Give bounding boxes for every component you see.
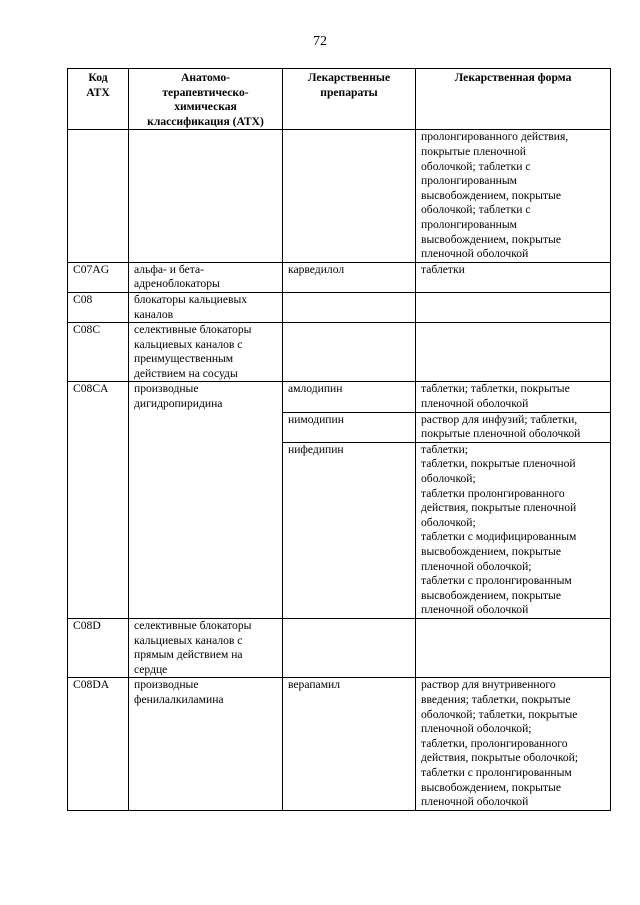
classification-cell: производные фенилалкиламина [129,678,283,810]
table-row [68,323,611,382]
drug-cell: карведилол [283,262,416,292]
drug-cell [283,618,416,677]
table-row [68,292,611,322]
atc-code-cell: C07AG [68,262,129,292]
dosage-form-cell [416,292,611,322]
dosage-form-cell: таблетки [416,262,611,292]
dosage-form-cell: таблетки; таблетки, покрытые пленочной оболочкой; таблетки пролонгированного действия, покрытые пленочной оболочкой; таблетки с модифицированным высвобождением, покрытые пленочной оболочкой; таблетки с пролонгированным высвобождением, покрытые пленочной оболочкой [416,442,611,618]
dosage-form-cell: раствор для инфузий; таблетки, покрытые пленочной оболочкой [416,412,611,442]
classification-cell: селективные блокаторы кальциевых каналов с прямым действием на сердце [129,618,283,677]
dosage-form-cell: пролонгированного действия, покрытые пленочной оболочкой; таблетки с пролонгированным высвобождением, покрытые оболочкой; таблетки с пролонгированным высвобождением, покрытые пленочной оболочкой [416,130,611,262]
classification-cell [129,130,283,262]
drug-classification-table [67,68,611,811]
table-row [68,678,611,810]
atc-code-cell: C08D [68,618,129,677]
drug-cell: верапамил [283,678,416,810]
dosage-form-cell: раствор для внутривенного введения; таблетки, покрытые оболочкой; таблетки, покрытые пленочной оболочкой; таблетки, пролонгированного действия, покрытые оболочкой; таблетки с пролонгированным высвобождением, покрытые пленочной оболочкой [416,678,611,810]
table-header-row [68,69,611,130]
atc-code-cell: C08 [68,292,129,322]
drug-cell: амлодипин [283,382,416,412]
table-row [68,382,611,412]
atc-code-cell: C08DA [68,678,129,810]
atc-code-cell: C08CA [68,382,129,619]
classification-cell: селективные блокаторы кальциевых каналов с преимущественным действием на сосуды [129,323,283,382]
drug-cell: нифедипин [283,442,416,618]
classification-cell: блокаторы кальциевых каналов [129,292,283,322]
atc-code-cell: C08C [68,323,129,382]
table-row [68,262,611,292]
table-row [68,618,611,677]
dosage-form-cell [416,618,611,677]
header-atc-code: Код АТХ [68,69,129,130]
header-drugs: Лекарственные препараты [283,69,416,130]
dosage-form-cell: таблетки; таблетки, покрытые пленочной оболочкой [416,382,611,412]
header-dosage-form: Лекарственная форма [416,69,611,130]
classification-cell: альфа- и бета- адреноблокаторы [129,262,283,292]
table-row [68,130,611,262]
atc-code-cell [68,130,129,262]
dosage-form-cell [416,323,611,382]
drug-cell: нимодипин [283,412,416,442]
drug-cell [283,323,416,382]
page-number: 72 [313,34,327,49]
header-atc-classification: Анатомо- терапевтическо- химическая классификация (АТХ) [129,69,283,130]
classification-cell: производные дигидропиридина [129,382,283,619]
drug-cell [283,130,416,262]
drug-cell [283,292,416,322]
